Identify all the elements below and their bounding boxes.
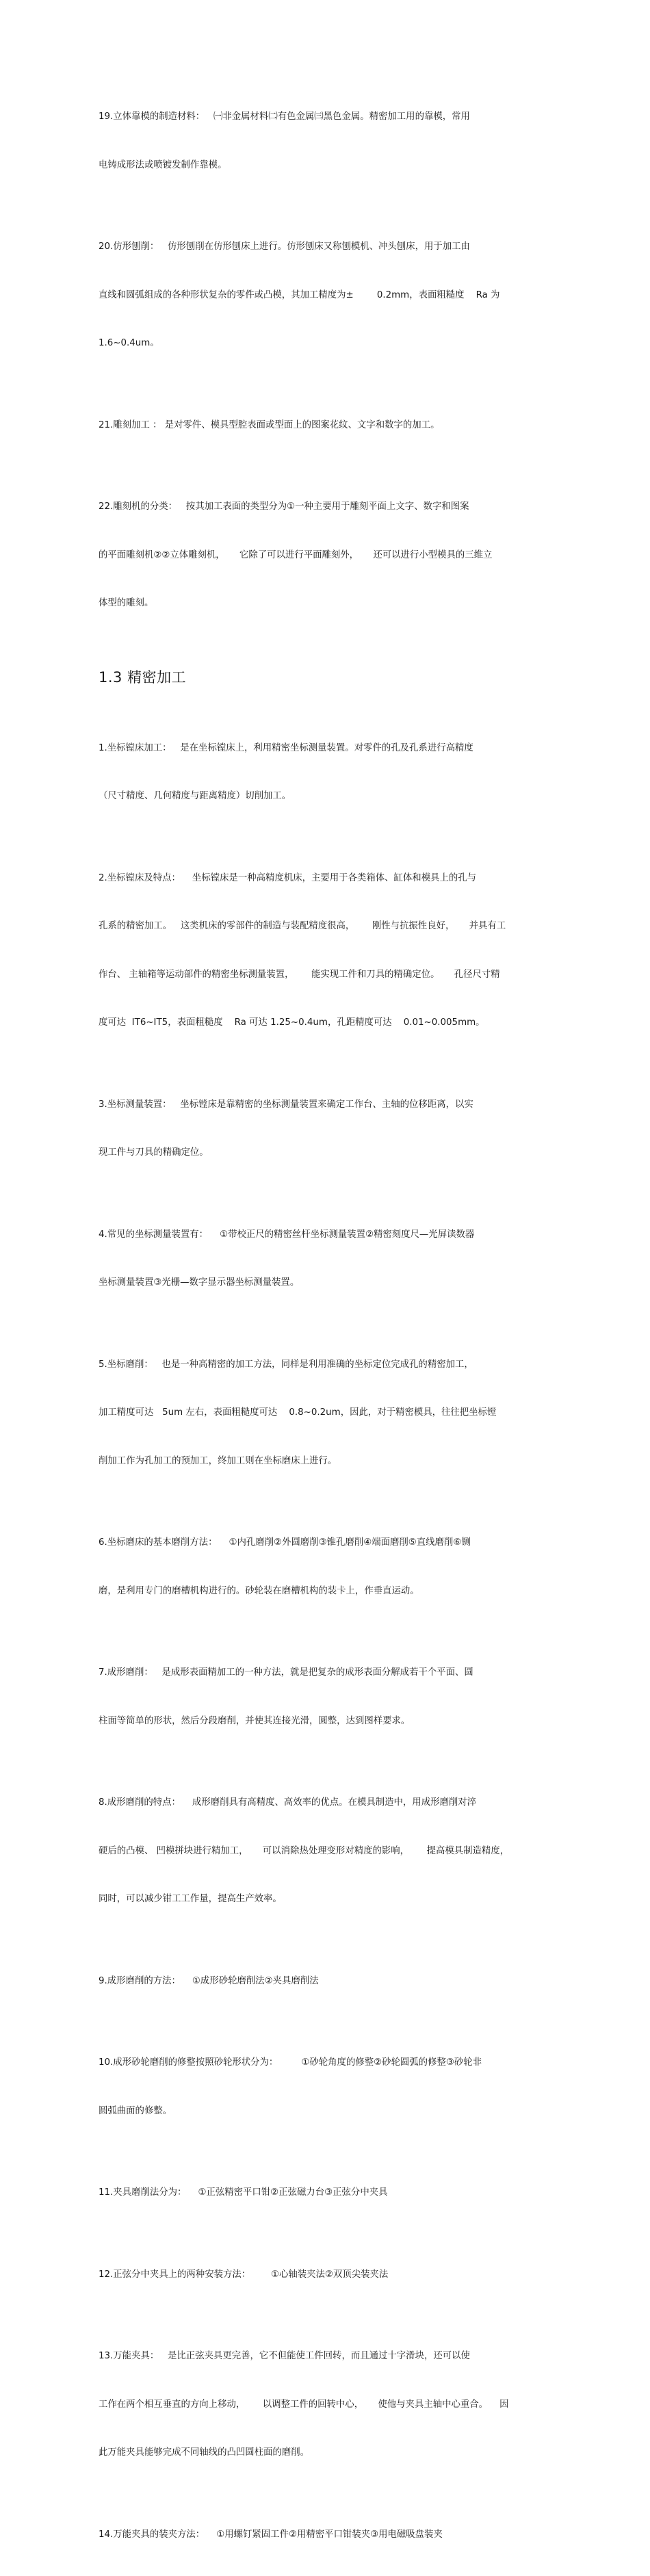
block-1 [99, 77, 557, 644]
text-line: 1.6~0.4um。 [99, 338, 159, 348]
paragraph-12 [99, 2235, 557, 2315]
text-line: 的平面雕刻机②②立体雕刻机， 它除了可以进行平面雕刻外， 还可以进行小型模具的三维立 [99, 549, 493, 560]
paragraph-11 [99, 2152, 557, 2233]
text-line: 11.夹具磨削法分为： ①正弦精密平口钳②正弦磁力台③正弦分中夹具 [99, 2187, 388, 2198]
text-line: 削加工作为孔加工的预加工，终加工则在坐标磨床上进行。 [99, 1455, 337, 1466]
text-line: 度可达 IT6~IT5，表面粗糙度 Ra 可达 1.25~0.4um，孔距精度可达 0.01~0.005mm。 [99, 1017, 485, 1028]
text-line: 19.立体靠模的制造材料： ㈠非金属材料㈡有色金属㈢黑色金属。精密加工用的靠模，常用 [99, 112, 470, 122]
text-line: 圆弧曲面的修整。 [99, 2105, 172, 2116]
text-line: 磨，是利用专门的磨槽机构进行的。砂轮装在磨槽机构的装卡上，作垂直运动。 [99, 1585, 419, 1596]
paragraph-21 [99, 385, 557, 466]
text-line: 加工精度可达 5um 左右，表面粗糙度可达 0.8~0.2um，因此，对于精密模具，往往把坐标镗 [99, 1407, 497, 1418]
paragraph-19 [99, 77, 557, 205]
text-line: 8.成形磨削的特点： 成形磨削具有高精度、高效率的优点。在模具制造中，用成形磨削对淬 [99, 1797, 477, 1808]
paragraph-13 [99, 2316, 557, 2493]
text-line: 5.坐标磨削： 也是一种高精密的加工方法，同样是利用准确的坐标定位完成孔的精密加工， [99, 1359, 473, 1370]
text-line: 22.雕刻机的分类： 按其加工表面的类型分为①一种主要用于雕刻平面上文字、数字和图案 [99, 502, 469, 512]
paragraph-3 [99, 1065, 557, 1193]
text-line: 1.坐标镗床加工： 是在坐标镗床上，利用精密坐标测量装置。对零件的孔及孔系进行高精度 [99, 742, 473, 753]
text-line: 3.坐标测量装置： 坐标镗床是靠精密的坐标测量装置来确定工作台、主轴的位移距离，以实 [99, 1099, 473, 1110]
paragraph-4 [99, 1195, 557, 1323]
text-line: 13.万能夹具： 是比正弦夹具更完善，它不但能使工件回转，而且通过十字滑块，还可以使 [99, 2351, 470, 2361]
text-line: 10.成形砂轮磨削的修整按照砂轮形状分为： ①砂轮角度的修整②砂轮圆弧的修整③砂轮非 [99, 2057, 482, 2068]
text-line: 现工件与刀具的精确定位。 [99, 1147, 209, 1158]
text-line: 12.正弦分中夹具上的两种安装方法： ①心轴装夹法②双顶尖装夹法 [99, 2269, 389, 2280]
paragraph-9 [99, 1941, 557, 2022]
text-line: 20.仿形刨削： 仿形刨削在仿形刨床上进行。仿形刨床又称刨模机、冲头刨床，用于加工由 [99, 242, 470, 252]
text-line: 此万能夹具能够完成不同轴线的凸凹圆柱面的磨削。 [99, 2447, 309, 2458]
paragraph-7 [99, 1632, 557, 1761]
text-line: 同时，可以减少钳工工作量，提高生产效率。 [99, 1894, 282, 1904]
text-line: （尺寸精度、几何精度与距离精度）切削加工。 [99, 791, 291, 801]
paragraph-22 [99, 467, 557, 644]
document-page [99, 77, 557, 2576]
text-line: 硬后的凸模、 凹模拼块进行精加工， 可以消除热处理变形对精度的影响， 提高模具制造精度， [99, 1845, 510, 1856]
text-line: 作台、 主轴箱等运动部件的精密坐标测量装置， 能实现工件和刀具的精确定位。 孔径尺寸精 [99, 969, 500, 980]
paragraph-1 [99, 708, 557, 837]
text-line: 21.雕刻加工 ： 是对零件、模具型腔表面或型面上的图案花纹、文字和数字的加工。 [99, 419, 440, 430]
paragraph-8 [99, 1762, 557, 1940]
text-line: 柱面等简单的形状，然后分段磨削，并使其连接光滑，圆整，达到图样要求。 [99, 1715, 411, 1726]
paragraph-2 [99, 838, 557, 1063]
block-2 [99, 708, 557, 2575]
text-line: 14.万能夹具的装夹方法： ①用螺钉紧固工件②用精密平口钳装夹③用电磁吸盘装夹 [99, 2529, 443, 2540]
text-line: 2.坐标镗床及特点： 坐标镗床是一种高精度机床，主要用于各类箱体、缸体和模具上的孔与 [99, 872, 477, 883]
text-line: 7.成形磨削： 是成形表面精加工的一种方法，就是把复杂的成形表面分解成若干个平面、圆 [99, 1667, 473, 1678]
paragraph-6 [99, 1502, 557, 1631]
text-line: 6.坐标磨床的基本磨削方法： ①内孔磨削②外圆磨削③锥孔磨削④端面磨削⑤直线磨削⑥铡 [99, 1537, 471, 1548]
text-line: 电铸成形法或喷镀发制作靠模。 [99, 159, 227, 170]
paragraph-5 [99, 1325, 557, 1502]
text-line: 9.成形磨削的方法： ①成形砂轮磨削法②夹具磨削法 [99, 1975, 319, 1986]
paragraph-14 [99, 2495, 557, 2575]
text-line: 体型的雕刻。 [99, 598, 154, 608]
paragraph-10 [99, 2022, 557, 2151]
text-line: 工作在两个相互垂直的方向上移动， 以调整工件的回转中心， 使他与夹具主轴中心重合。 因 [99, 2399, 509, 2410]
text-line: 孔系的精密加工。 这类机床的零部件的制造与装配精度很高， 刚性与抗振性良好， 并具有工 [99, 921, 506, 931]
text-line: 坐标测量装置③光栅—数字显示器坐标测量装置。 [99, 1277, 300, 1288]
text-line: 直线和圆弧组成的各种形状复杂的零件或凸模，其加工精度为± 0.2mm，表面粗糙度 Ra 为 [99, 289, 500, 300]
paragraph-20 [99, 207, 557, 384]
section-heading: 1.3 精密加工 [99, 668, 187, 686]
text-line: 4.常见的坐标测量装置有： ①带校正尺的精密丝杆坐标测量装置②精密刻度尺—光屏读数器 [99, 1229, 475, 1240]
